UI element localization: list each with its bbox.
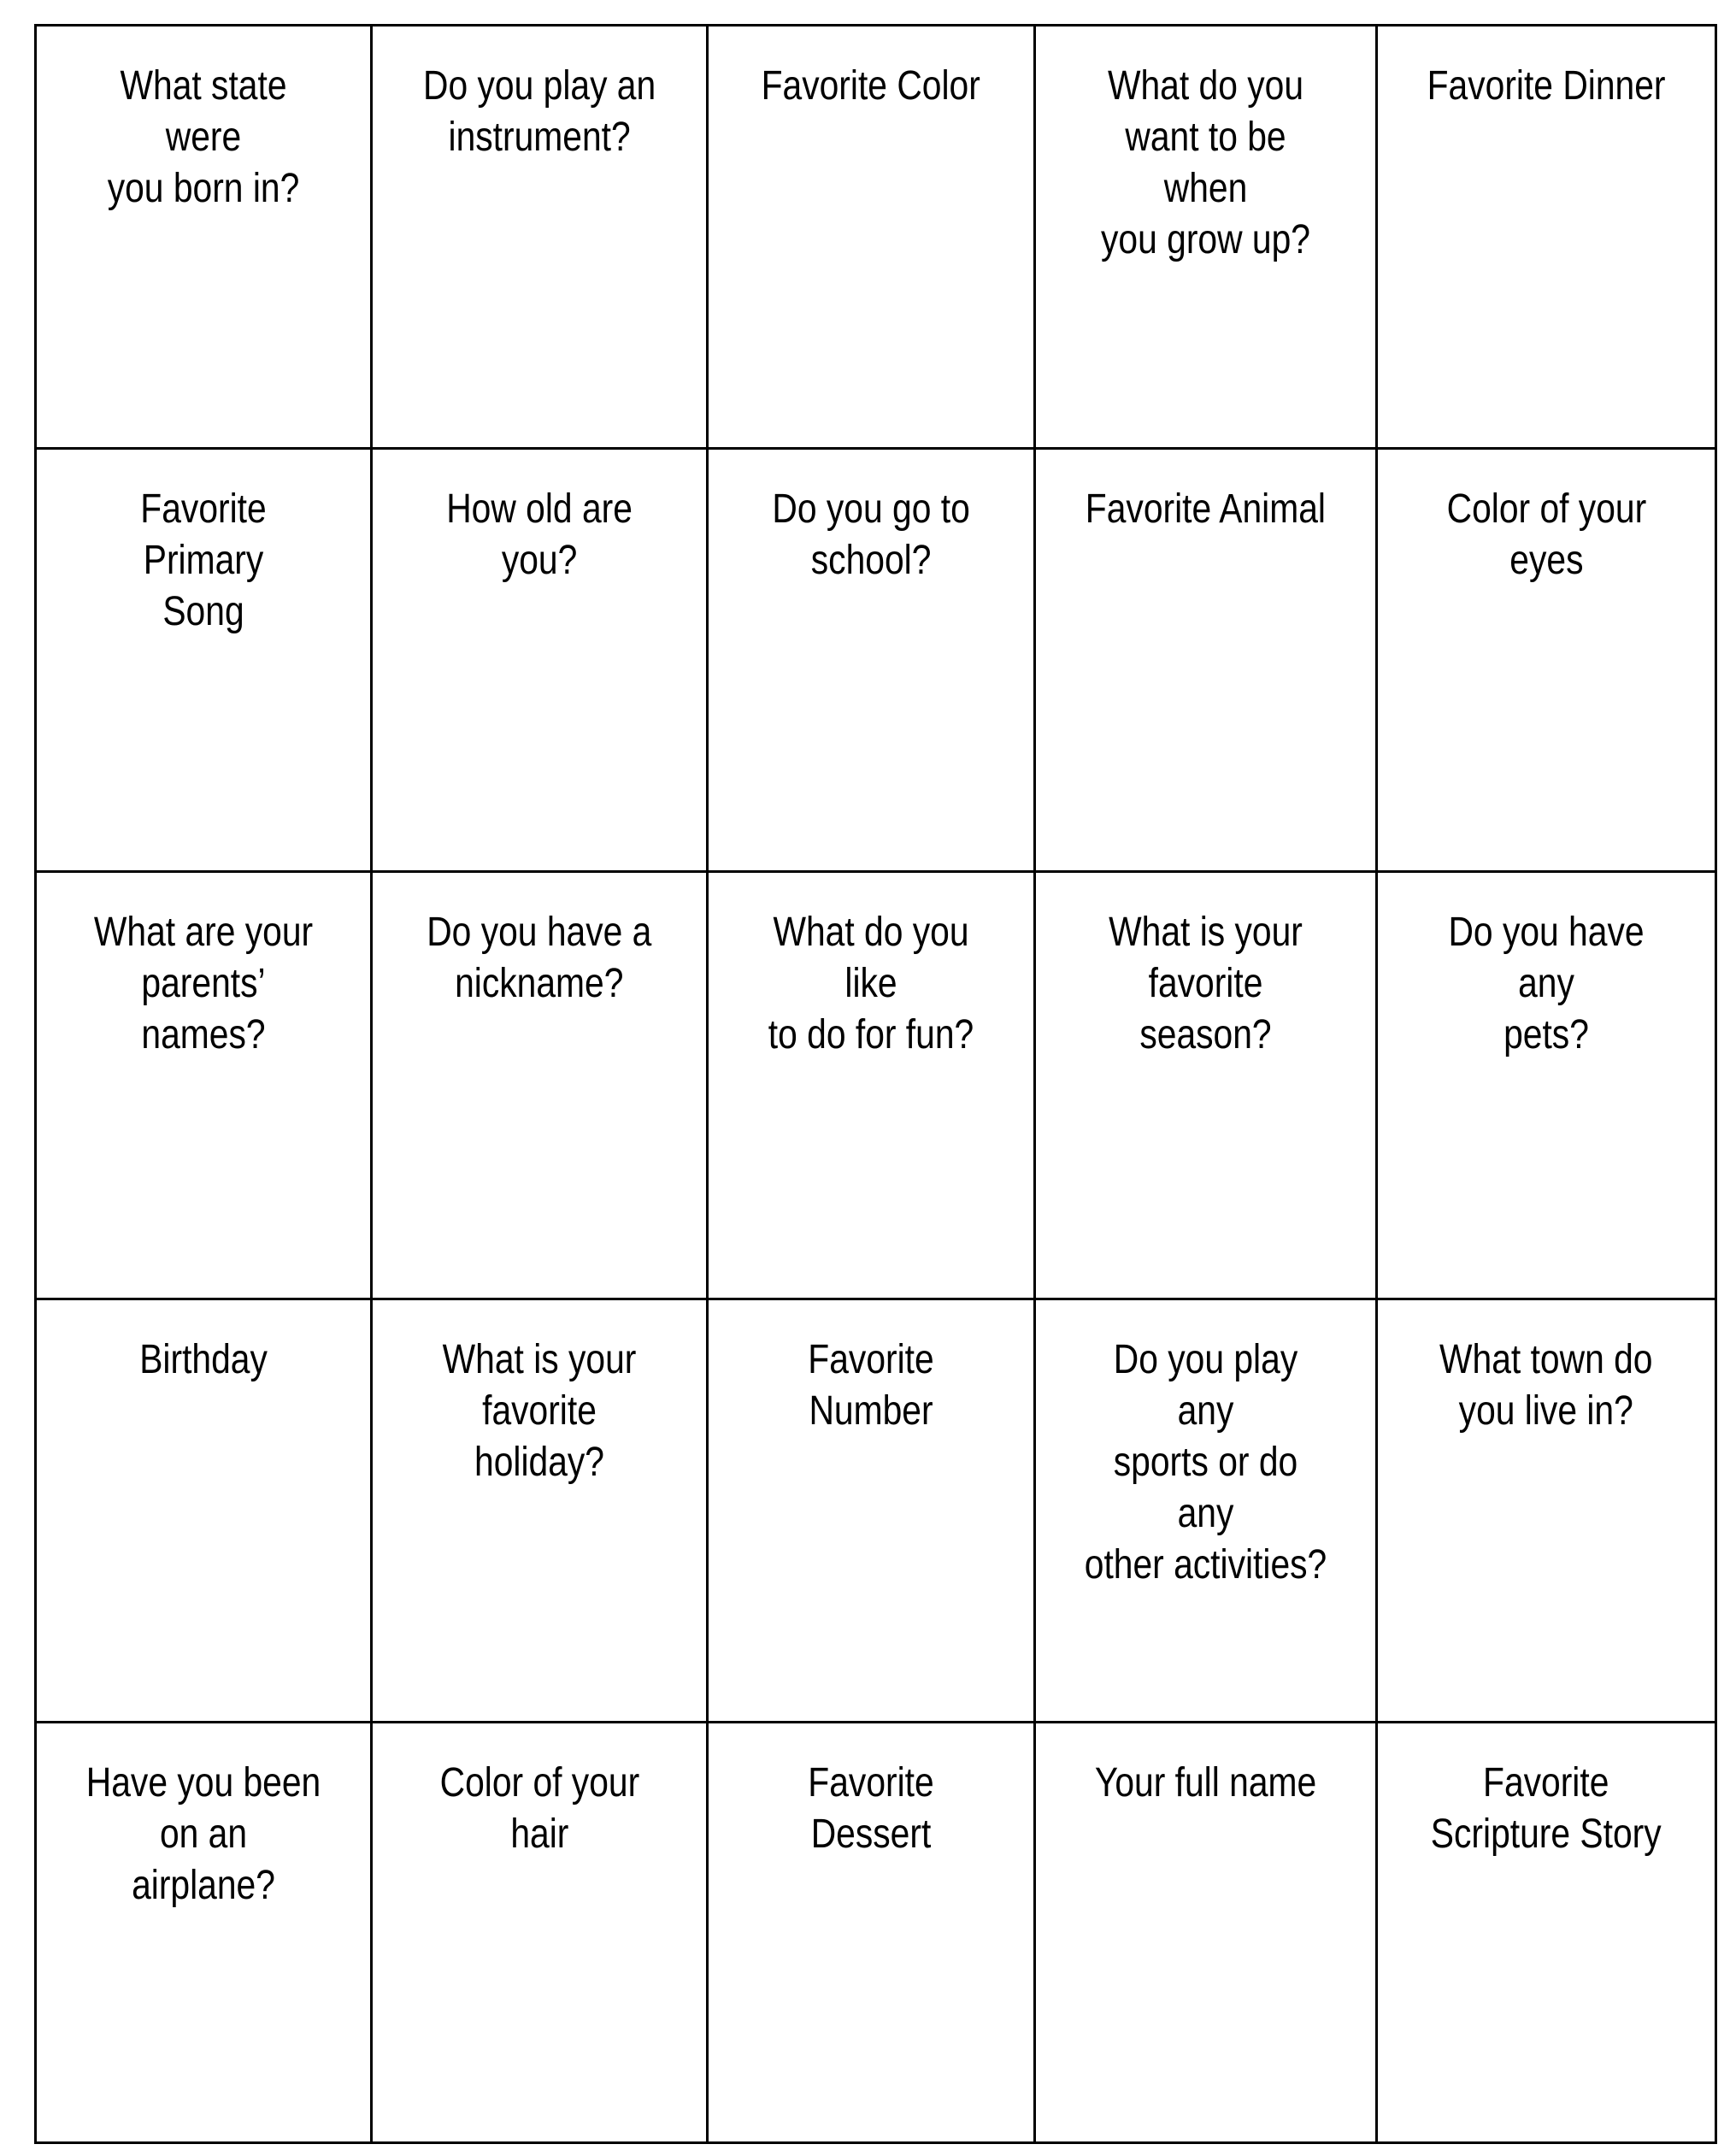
cell-text: Favorite Dessert — [808, 1760, 934, 1857]
grid-cell — [708, 26, 1035, 449]
grid-cell — [372, 872, 708, 1299]
grid-row — [36, 26, 1716, 449]
cell-text: Do you play an instrument? — [422, 63, 656, 160]
bingo-grid — [34, 24, 1717, 2144]
grid-cell — [36, 26, 372, 449]
cell-text: How old are you? — [446, 486, 633, 583]
grid-cell — [708, 1299, 1035, 1723]
grid-cell — [372, 1723, 708, 2143]
grid-cell — [1035, 449, 1377, 872]
grid-row — [36, 872, 1716, 1299]
cell-text: Your full name — [1094, 1760, 1317, 1806]
grid-cell — [1035, 1299, 1377, 1723]
grid-cell — [1377, 1723, 1716, 2143]
cell-text: Favorite Scripture Story — [1431, 1760, 1662, 1857]
grid-cell — [1377, 449, 1716, 872]
cell-text: Color of your hair — [439, 1760, 639, 1857]
grid-cell — [372, 26, 708, 449]
grid-cell — [36, 1723, 372, 2143]
cell-text: Favorite Dinner — [1427, 63, 1666, 109]
cell-text: Birthday — [139, 1337, 268, 1382]
grid-cell — [36, 1299, 372, 1723]
grid-cell — [36, 872, 372, 1299]
grid-cell — [36, 449, 372, 872]
cell-text: What is your favorite holiday? — [442, 1337, 637, 1485]
grid-cell — [372, 1299, 708, 1723]
cell-text: Favorite Animal — [1085, 486, 1327, 532]
cell-text: Do you have a nickname? — [427, 910, 652, 1006]
grid-cell — [708, 449, 1035, 872]
cell-text: What are your parents’ names? — [93, 910, 314, 1057]
grid-cell — [708, 1723, 1035, 2143]
grid-cell — [1035, 872, 1377, 1299]
cell-text: Have you been on an airplane? — [85, 1760, 321, 1908]
grid-cell — [1377, 1299, 1716, 1723]
grid-cell — [1377, 26, 1716, 449]
grid-cell — [372, 449, 708, 872]
grid-row — [36, 1723, 1716, 2143]
grid-cell — [708, 872, 1035, 1299]
cell-text: What town do you live in? — [1439, 1337, 1653, 1434]
grid-cell — [1035, 26, 1377, 449]
cell-text: Color of your eyes — [1446, 486, 1646, 583]
grid-cell — [1377, 872, 1716, 1299]
grid-cell — [1035, 1723, 1377, 2143]
cell-text: What do you want to be when you grow up? — [1101, 63, 1310, 262]
cell-text: Do you play any sports or do any other activities? — [1084, 1337, 1327, 1588]
cell-text: What do you like to do for fun? — [768, 910, 974, 1057]
cell-text: Do you have any pets? — [1448, 910, 1645, 1057]
cell-text: Do you go to school? — [772, 486, 970, 583]
cell-text: Favorite Primary Song — [140, 486, 267, 634]
cell-text: Favorite Number — [808, 1337, 934, 1434]
cell-text: Favorite Color — [761, 63, 981, 109]
cell-text: What state were you born in? — [107, 63, 300, 211]
grid-row — [36, 1299, 1716, 1723]
grid-row — [36, 449, 1716, 872]
cell-text: What is your favorite season? — [1109, 910, 1303, 1057]
